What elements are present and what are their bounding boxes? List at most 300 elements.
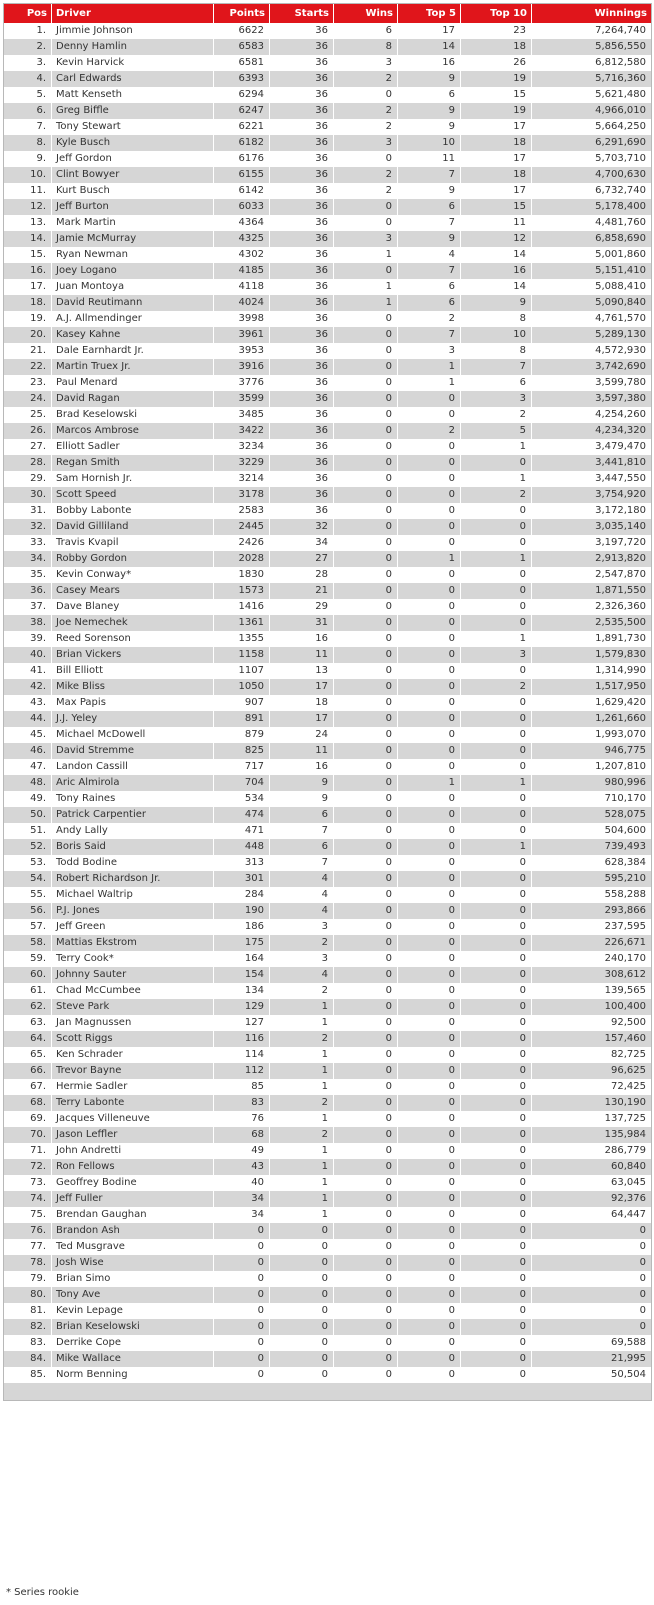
cell-pos: 24. [4,391,52,407]
cell-starts: 24 [270,727,334,743]
cell-top5: 2 [398,423,461,439]
cell-top5: 1 [398,359,461,375]
cell-pos: 8. [4,135,52,151]
cell-top5: 2 [398,311,461,327]
cell-starts: 4 [270,903,334,919]
cell-pos: 51. [4,823,52,839]
cell-points: 4302 [214,247,270,263]
table-row [4,391,651,407]
cell-top10: 8 [461,343,532,359]
cell-top10: 0 [461,807,532,823]
table-row [4,1239,651,1255]
cell-top10: 0 [461,887,532,903]
table-row [4,87,651,103]
cell-points: 116 [214,1031,270,1047]
cell-starts: 18 [270,695,334,711]
table-row [4,807,651,823]
cell-top10: 17 [461,119,532,135]
cell-top5: 16 [398,55,461,71]
cell-starts: 36 [270,39,334,55]
cell-starts: 0 [270,1271,334,1287]
cell-top5: 0 [398,999,461,1015]
cell-pos: 72. [4,1159,52,1175]
cell-top10: 5 [461,423,532,439]
cell-winnings: 3,447,550 [532,471,651,487]
cell-points: 534 [214,791,270,807]
cell-pos: 35. [4,567,52,583]
cell-top5: 0 [398,599,461,615]
cell-driver: Terry Labonte [52,1095,214,1111]
cell-driver: Bill Elliott [52,663,214,679]
cell-points: 1416 [214,599,270,615]
cell-starts: 36 [270,87,334,103]
cell-winnings: 3,597,380 [532,391,651,407]
cell-pos: 50. [4,807,52,823]
cell-points: 127 [214,1015,270,1031]
cell-points: 4024 [214,295,270,311]
cell-winnings: 92,376 [532,1191,651,1207]
cell-top10: 0 [461,1207,532,1223]
cell-pos: 85. [4,1367,52,1383]
cell-winnings: 4,572,930 [532,343,651,359]
cell-starts: 36 [270,391,334,407]
cell-starts: 36 [270,423,334,439]
cell-wins: 0 [334,1095,398,1111]
cell-top10: 12 [461,231,532,247]
cell-points: 0 [214,1319,270,1335]
cell-driver: Todd Bodine [52,855,214,871]
cell-points: 2028 [214,551,270,567]
cell-starts: 16 [270,631,334,647]
cell-pos: 34. [4,551,52,567]
cell-wins: 0 [334,871,398,887]
table-row [4,599,651,615]
cell-winnings: 3,172,180 [532,503,651,519]
cell-points: 6142 [214,183,270,199]
cell-points: 1361 [214,615,270,631]
table-row [4,551,651,567]
cell-points: 284 [214,887,270,903]
cell-winnings: 3,599,780 [532,375,651,391]
cell-driver: Michael McDowell [52,727,214,743]
cell-winnings: 0 [532,1287,651,1303]
cell-top5: 0 [398,1143,461,1159]
cell-wins: 0 [334,1031,398,1047]
cell-wins: 0 [334,1127,398,1143]
cell-wins: 0 [334,1143,398,1159]
header-wins[interactable]: Wins [334,4,398,23]
cell-winnings: 21,995 [532,1351,651,1367]
cell-points: 907 [214,695,270,711]
cell-driver: Norm Benning [52,1367,214,1383]
cell-top10: 0 [461,1335,532,1351]
cell-wins: 0 [334,1047,398,1063]
cell-starts: 6 [270,807,334,823]
cell-top5: 4 [398,247,461,263]
cell-wins: 0 [334,887,398,903]
cell-winnings: 0 [532,1303,651,1319]
cell-points: 3485 [214,407,270,423]
cell-top10: 1 [461,839,532,855]
cell-starts: 17 [270,679,334,695]
cell-top10: 6 [461,375,532,391]
cell-winnings: 1,314,990 [532,663,651,679]
cell-starts: 13 [270,663,334,679]
cell-points: 2583 [214,503,270,519]
cell-wins: 0 [334,647,398,663]
cell-pos: 38. [4,615,52,631]
cell-winnings: 137,725 [532,1111,651,1127]
table-row [4,183,651,199]
cell-driver: Kyle Busch [52,135,214,151]
cell-driver: Josh Wise [52,1255,214,1271]
header-starts[interactable]: Starts [270,4,334,23]
cell-driver: Sam Hornish Jr. [52,471,214,487]
cell-top5: 0 [398,1319,461,1335]
cell-winnings: 1,517,950 [532,679,651,695]
cell-top10: 0 [461,743,532,759]
cell-winnings: 4,481,760 [532,215,651,231]
cell-top10: 2 [461,407,532,423]
cell-top5: 6 [398,199,461,215]
table-row [4,615,651,631]
cell-wins: 0 [334,1111,398,1127]
cell-wins: 0 [334,1271,398,1287]
cell-top5: 9 [398,71,461,87]
cell-points: 112 [214,1063,270,1079]
cell-winnings: 5,716,360 [532,71,651,87]
cell-winnings: 946,775 [532,743,651,759]
cell-pos: 79. [4,1271,52,1287]
cell-driver: Robby Gordon [52,551,214,567]
cell-wins: 0 [334,1207,398,1223]
cell-top10: 2 [461,487,532,503]
cell-top5: 0 [398,1159,461,1175]
table-row [4,1063,651,1079]
cell-starts: 28 [270,567,334,583]
cell-wins: 0 [334,1239,398,1255]
cell-top10: 0 [461,1079,532,1095]
cell-wins: 0 [334,535,398,551]
cell-winnings: 7,264,740 [532,23,651,39]
cell-points: 6182 [214,135,270,151]
cell-starts: 36 [270,343,334,359]
cell-winnings: 2,326,360 [532,599,651,615]
cell-winnings: 5,856,550 [532,39,651,55]
cell-wins: 2 [334,103,398,119]
cell-winnings: 1,629,420 [532,695,651,711]
cell-wins: 0 [334,1351,398,1367]
table-row [4,119,651,135]
cell-driver: Jamie McMurray [52,231,214,247]
cell-driver: Scott Riggs [52,1031,214,1047]
cell-points: 4185 [214,263,270,279]
cell-starts: 36 [270,167,334,183]
cell-driver: Hermie Sadler [52,1079,214,1095]
cell-points: 43 [214,1159,270,1175]
cell-pos: 6. [4,103,52,119]
cell-wins: 3 [334,135,398,151]
cell-top10: 0 [461,615,532,631]
table-row [4,791,651,807]
table-row [4,1015,651,1031]
cell-top5: 0 [398,647,461,663]
cell-top5: 0 [398,1191,461,1207]
cell-pos: 27. [4,439,52,455]
cell-starts: 2 [270,1127,334,1143]
cell-starts: 0 [270,1319,334,1335]
cell-driver: Derrike Cope [52,1335,214,1351]
cell-pos: 78. [4,1255,52,1271]
cell-driver: Robert Richardson Jr. [52,871,214,887]
cell-top5: 0 [398,1351,461,1367]
cell-wins: 0 [334,999,398,1015]
cell-pos: 64. [4,1031,52,1047]
header-points[interactable]: Points [214,4,270,23]
cell-top5: 0 [398,807,461,823]
cell-pos: 61. [4,983,52,999]
cell-points: 3234 [214,439,270,455]
cell-driver: Kasey Kahne [52,327,214,343]
cell-winnings: 6,291,690 [532,135,651,151]
cell-wins: 2 [334,183,398,199]
cell-wins: 2 [334,119,398,135]
cell-wins: 0 [334,311,398,327]
cell-pos: 73. [4,1175,52,1191]
cell-top10: 1 [461,631,532,647]
table-row [4,151,651,167]
cell-pos: 39. [4,631,52,647]
table-row [4,199,651,215]
cell-points: 6176 [214,151,270,167]
cell-driver: Tony Ave [52,1287,214,1303]
cell-top5: 9 [398,119,461,135]
table-row [4,1271,651,1287]
header-winnings[interactable]: Winnings [532,4,651,23]
table-row [4,839,651,855]
cell-top5: 17 [398,23,461,39]
cell-wins: 6 [334,23,398,39]
cell-top10: 18 [461,135,532,151]
cell-top10: 0 [461,1319,532,1335]
cell-starts: 21 [270,583,334,599]
cell-top5: 7 [398,327,461,343]
header-pos[interactable]: Pos [4,4,52,23]
cell-top10: 11 [461,215,532,231]
cell-driver: Max Papis [52,695,214,711]
cell-driver: Jeff Fuller [52,1191,214,1207]
cell-starts: 1 [270,1175,334,1191]
cell-driver: Boris Said [52,839,214,855]
cell-points: 0 [214,1303,270,1319]
table-row [4,1159,651,1175]
cell-points: 114 [214,1047,270,1063]
cell-points: 0 [214,1367,270,1383]
table-row [4,967,651,983]
cell-pos: 25. [4,407,52,423]
table-row [4,327,651,343]
cell-wins: 0 [334,967,398,983]
cell-top10: 9 [461,295,532,311]
cell-starts: 36 [270,215,334,231]
cell-pos: 56. [4,903,52,919]
cell-wins: 0 [334,391,398,407]
table-row [4,1031,651,1047]
cell-winnings: 240,170 [532,951,651,967]
table-row [4,775,651,791]
cell-wins: 0 [334,1191,398,1207]
cell-top5: 0 [398,487,461,503]
cell-starts: 36 [270,327,334,343]
cell-top10: 0 [461,695,532,711]
cell-points: 190 [214,903,270,919]
cell-top10: 0 [461,1255,532,1271]
cell-top10: 1 [461,439,532,455]
table-row [4,919,651,935]
cell-points: 175 [214,935,270,951]
cell-wins: 0 [334,455,398,471]
cell-pos: 81. [4,1303,52,1319]
cell-starts: 36 [270,359,334,375]
cell-pos: 52. [4,839,52,855]
cell-points: 1050 [214,679,270,695]
cell-driver: Aric Almirola [52,775,214,791]
cell-top5: 14 [398,39,461,55]
cell-starts: 7 [270,823,334,839]
cell-top5: 0 [398,1095,461,1111]
cell-winnings: 739,493 [532,839,651,855]
cell-driver: Chad McCumbee [52,983,214,999]
cell-driver: Mattias Ekstrom [52,935,214,951]
cell-wins: 0 [334,903,398,919]
cell-wins: 3 [334,55,398,71]
cell-points: 3916 [214,359,270,375]
cell-wins: 0 [334,935,398,951]
table-row [4,1351,651,1367]
cell-top5: 0 [398,791,461,807]
cell-top5: 0 [398,759,461,775]
cell-top10: 0 [461,935,532,951]
cell-top10: 0 [461,1015,532,1031]
cell-winnings: 72,425 [532,1079,651,1095]
table-row [4,1079,651,1095]
header-driver[interactable]: Driver [52,4,214,23]
cell-top5: 0 [398,1207,461,1223]
cell-points: 6155 [214,167,270,183]
cell-top5: 0 [398,391,461,407]
cell-points: 85 [214,1079,270,1095]
cell-wins: 0 [334,823,398,839]
cell-winnings: 4,234,320 [532,423,651,439]
cell-starts: 0 [270,1239,334,1255]
cell-top10: 0 [461,791,532,807]
cell-driver: John Andretti [52,1143,214,1159]
cell-points: 4118 [214,279,270,295]
table-row [4,71,651,87]
cell-winnings: 528,075 [532,807,651,823]
cell-starts: 3 [270,919,334,935]
cell-driver: Juan Montoya [52,279,214,295]
cell-starts: 36 [270,55,334,71]
table-row [4,1303,651,1319]
cell-driver: Dale Earnhardt Jr. [52,343,214,359]
cell-top10: 0 [461,1031,532,1047]
cell-points: 6294 [214,87,270,103]
cell-top10: 17 [461,183,532,199]
cell-starts: 4 [270,871,334,887]
cell-starts: 36 [270,455,334,471]
cell-pos: 60. [4,967,52,983]
cell-top5: 0 [398,471,461,487]
cell-points: 1158 [214,647,270,663]
cell-starts: 11 [270,743,334,759]
table-row [4,503,651,519]
cell-top5: 0 [398,1063,461,1079]
cell-starts: 2 [270,1095,334,1111]
cell-starts: 36 [270,23,334,39]
table-row [4,487,651,503]
cell-pos: 4. [4,71,52,87]
cell-top5: 1 [398,375,461,391]
cell-top5: 0 [398,407,461,423]
cell-points: 1573 [214,583,270,599]
cell-winnings: 135,984 [532,1127,651,1143]
cell-top10: 2 [461,679,532,695]
cell-top10: 0 [461,503,532,519]
header-top10[interactable]: Top 10 [461,4,532,23]
cell-points: 474 [214,807,270,823]
cell-top10: 0 [461,535,532,551]
cell-wins: 0 [334,503,398,519]
cell-winnings: 5,664,250 [532,119,651,135]
cell-points: 1830 [214,567,270,583]
cell-driver: David Reutimann [52,295,214,311]
cell-starts: 36 [270,487,334,503]
cell-driver: Scott Speed [52,487,214,503]
cell-points: 129 [214,999,270,1015]
cell-wins: 0 [334,951,398,967]
table-row [4,167,651,183]
header-top5[interactable]: Top 5 [398,4,461,23]
cell-pos: 12. [4,199,52,215]
cell-top10: 0 [461,983,532,999]
cell-top5: 6 [398,87,461,103]
cell-top5: 0 [398,871,461,887]
cell-driver: Ken Schrader [52,1047,214,1063]
cell-winnings: 130,190 [532,1095,651,1111]
table-row [4,343,651,359]
cell-top5: 0 [398,679,461,695]
cell-wins: 2 [334,71,398,87]
table-row [4,1047,651,1063]
cell-starts: 29 [270,599,334,615]
cell-top5: 0 [398,951,461,967]
cell-points: 34 [214,1207,270,1223]
cell-top5: 9 [398,103,461,119]
cell-starts: 2 [270,983,334,999]
cell-starts: 36 [270,375,334,391]
cell-driver: Kevin Conway* [52,567,214,583]
cell-points: 154 [214,967,270,983]
cell-winnings: 5,289,130 [532,327,651,343]
cell-winnings: 1,993,070 [532,727,651,743]
cell-top10: 0 [461,1063,532,1079]
cell-pos: 77. [4,1239,52,1255]
cell-top5: 0 [398,855,461,871]
cell-top10: 0 [461,1175,532,1191]
cell-driver: P.J. Jones [52,903,214,919]
cell-starts: 1 [270,1159,334,1175]
